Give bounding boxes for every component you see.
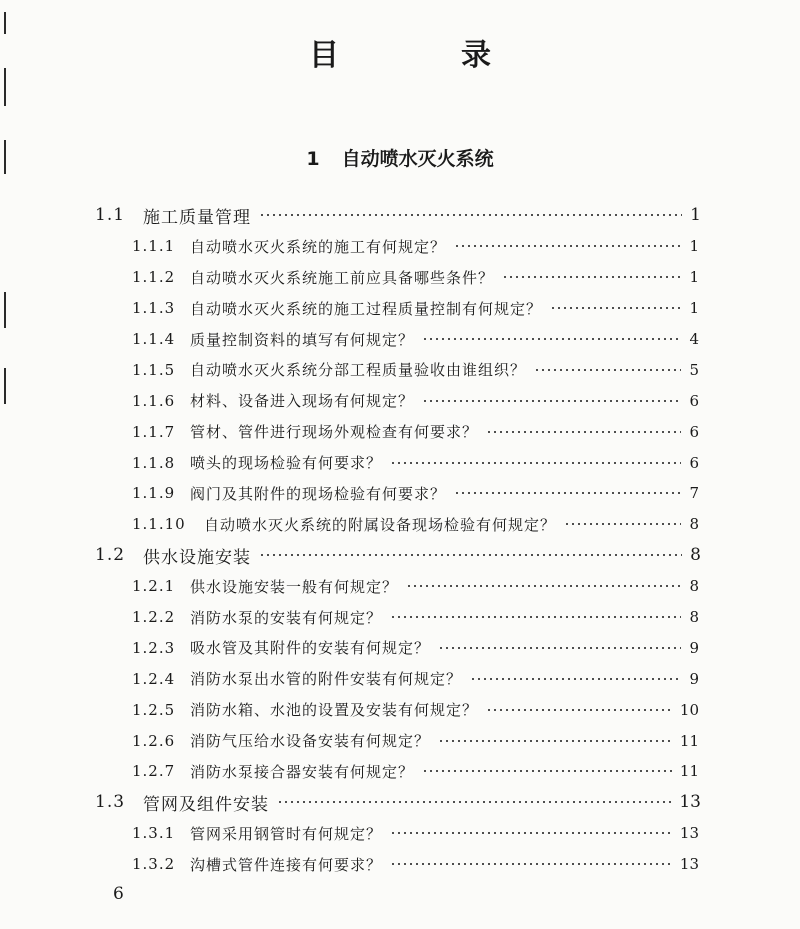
entry-page-number: 6 bbox=[689, 391, 699, 410]
toc-item-entry[interactable] bbox=[0, 602, 800, 633]
entry-title: 自动喷水灭火系统分部工程质量验收由谁组织？ bbox=[190, 361, 527, 380]
toc-item-entry[interactable] bbox=[0, 571, 800, 602]
entry-page-number: 9 bbox=[689, 669, 699, 688]
entry-number: 1.2.5 bbox=[132, 700, 176, 719]
entry-page-number: 13 bbox=[679, 824, 699, 843]
entry-title: 消防水泵的安装有何规定？ bbox=[190, 608, 383, 627]
toc-item-entry[interactable] bbox=[0, 632, 800, 663]
entry-page-number: 1 bbox=[689, 299, 699, 318]
entry-page-number: 5 bbox=[689, 360, 699, 379]
page-number: 6 bbox=[113, 884, 124, 904]
toc-item-entry[interactable] bbox=[0, 756, 800, 787]
entry-number: 1.1 bbox=[95, 205, 126, 226]
entry-title: 消防水泵接合器安装有何规定？ bbox=[190, 762, 415, 781]
entry-page-number: 9 bbox=[689, 638, 699, 657]
dot-leader bbox=[390, 831, 672, 835]
dot-leader bbox=[422, 769, 672, 773]
entry-page-number: 4 bbox=[689, 330, 699, 348]
dot-leader bbox=[454, 491, 681, 495]
toc-item-entry[interactable] bbox=[0, 262, 800, 293]
chapter-heading bbox=[0, 144, 800, 171]
toc-item-entry[interactable] bbox=[0, 849, 800, 880]
toc-section-entry[interactable] bbox=[0, 787, 800, 818]
toc-item-entry[interactable] bbox=[0, 385, 800, 416]
entry-title: 管材、管件进行现场外观检查有何要求？ bbox=[190, 423, 479, 442]
entry-page-number: 1 bbox=[689, 268, 699, 287]
toc-section-entry[interactable] bbox=[0, 540, 800, 571]
entry-title: 阀门及其附件的现场检验有何要求？ bbox=[190, 484, 447, 503]
entry-number: 1.1.7 bbox=[132, 422, 176, 441]
entry-number: 1.2.7 bbox=[132, 762, 176, 781]
dot-leader bbox=[259, 553, 682, 557]
table-of-contents bbox=[0, 200, 800, 880]
entry-page-number: 13 bbox=[679, 792, 701, 813]
dot-leader bbox=[534, 368, 681, 372]
entry-number: 1.2.2 bbox=[132, 608, 176, 627]
entry-number: 1.1.9 bbox=[132, 484, 176, 503]
toc-item-entry[interactable] bbox=[0, 725, 800, 756]
entry-page-number: 6 bbox=[689, 453, 699, 472]
entry-number: 1.2 bbox=[95, 545, 126, 566]
entry-title: 消防水箱、水池的设置及安装有何规定？ bbox=[190, 701, 479, 720]
dot-leader bbox=[470, 677, 681, 681]
toc-item-entry[interactable] bbox=[0, 663, 800, 694]
toc-section-entry[interactable] bbox=[0, 200, 800, 231]
entry-number: 1.1.8 bbox=[132, 453, 176, 472]
dot-leader bbox=[454, 244, 681, 248]
toc-item-entry[interactable] bbox=[0, 416, 800, 447]
dot-leader bbox=[390, 461, 681, 465]
entry-title: 喷头的现场检验有何要求？ bbox=[190, 454, 383, 473]
toc-item-entry[interactable] bbox=[0, 293, 800, 324]
entry-title: 消防水泵出水管的附件安装有何规定？ bbox=[190, 670, 463, 689]
entry-title: 施工质量管理 bbox=[143, 207, 251, 228]
entry-page-number: 8 bbox=[689, 608, 699, 627]
entry-number: 1.3.2 bbox=[132, 855, 176, 874]
chapter-number: 1 bbox=[306, 148, 320, 170]
entry-number: 1.1.5 bbox=[132, 360, 176, 379]
entry-title: 管网及组件安装 bbox=[143, 794, 269, 815]
chapter-title: 自动喷水灭火系统 bbox=[341, 148, 494, 170]
dot-leader bbox=[406, 584, 681, 588]
dot-leader bbox=[390, 615, 681, 619]
dot-leader bbox=[564, 522, 681, 526]
toc-item-entry[interactable] bbox=[0, 818, 800, 849]
entry-title: 自动喷水灭火系统施工前应具备哪些条件？ bbox=[190, 268, 495, 287]
entry-title: 吸水管及其附件的安装有何规定？ bbox=[190, 639, 431, 658]
entry-title: 质量控制资料的填写有何规定？ bbox=[190, 330, 415, 349]
entry-page-number: 11 bbox=[679, 731, 699, 750]
entry-number: 1.2.4 bbox=[132, 669, 176, 688]
toc-item-entry[interactable] bbox=[0, 354, 800, 385]
dot-leader bbox=[438, 646, 681, 650]
dot-leader bbox=[438, 739, 672, 743]
toc-item-entry[interactable] bbox=[0, 324, 800, 355]
entry-number: 1.1.1 bbox=[132, 237, 176, 256]
entry-page-number: 11 bbox=[679, 762, 699, 781]
entry-number: 1.2.6 bbox=[132, 731, 176, 750]
entry-title: 管网采用钢管时有何规定？ bbox=[190, 824, 383, 843]
dot-leader bbox=[550, 306, 681, 310]
entry-page-number: 8 bbox=[689, 577, 699, 596]
entry-title: 自动喷水灭火系统的施工有何规定？ bbox=[190, 237, 447, 256]
entry-page-number: 6 bbox=[689, 422, 699, 441]
entry-number: 1.1.2 bbox=[132, 268, 176, 287]
dot-leader bbox=[486, 430, 681, 434]
entry-number: 1.3.1 bbox=[132, 824, 176, 843]
entry-page-number: 10 bbox=[679, 700, 699, 719]
page-title: 目 录 bbox=[309, 38, 537, 73]
entry-number: 1.1.10 bbox=[132, 515, 186, 534]
toc-item-entry[interactable] bbox=[0, 231, 800, 262]
entry-page-number: 1 bbox=[690, 205, 701, 226]
entry-title: 消防气压给水设备安装有何规定？ bbox=[190, 732, 431, 751]
entry-number: 1.1.3 bbox=[132, 299, 176, 318]
entry-page-number: 7 bbox=[689, 484, 699, 503]
dot-leader bbox=[390, 862, 672, 866]
dot-leader bbox=[422, 399, 681, 403]
toc-item-entry[interactable] bbox=[0, 509, 800, 540]
entry-page-number: 8 bbox=[690, 545, 701, 566]
entry-title: 供水设施安装 bbox=[143, 547, 251, 568]
dot-leader bbox=[277, 800, 671, 804]
toc-item-entry[interactable] bbox=[0, 447, 800, 478]
dot-leader bbox=[259, 213, 682, 217]
entry-title: 供水设施安装一般有何规定？ bbox=[190, 577, 399, 596]
dot-leader bbox=[486, 708, 672, 712]
entry-title: 沟槽式管件连接有何要求？ bbox=[190, 855, 383, 874]
dot-leader bbox=[502, 275, 681, 279]
toc-item-entry[interactable] bbox=[0, 478, 800, 509]
entry-number: 1.2.3 bbox=[132, 638, 176, 657]
entry-number: 1.1.6 bbox=[132, 391, 176, 410]
entry-title: 自动喷水灭火系统的施工过程质量控制有何规定？ bbox=[190, 299, 543, 318]
entry-page-number: 1 bbox=[689, 237, 699, 256]
entry-page-number: 13 bbox=[679, 855, 699, 874]
entry-page-number: 8 bbox=[689, 515, 699, 534]
dot-leader bbox=[422, 337, 681, 341]
toc-item-entry[interactable] bbox=[0, 694, 800, 725]
entry-title: 自动喷水灭火系统的附属设备现场检验有何规定？ bbox=[204, 515, 557, 534]
entry-number: 1.1.4 bbox=[132, 330, 176, 348]
entry-title: 材料、设备进入现场有何规定？ bbox=[190, 392, 415, 411]
entry-number: 1.3 bbox=[95, 792, 126, 813]
entry-number: 1.2.1 bbox=[132, 577, 176, 596]
